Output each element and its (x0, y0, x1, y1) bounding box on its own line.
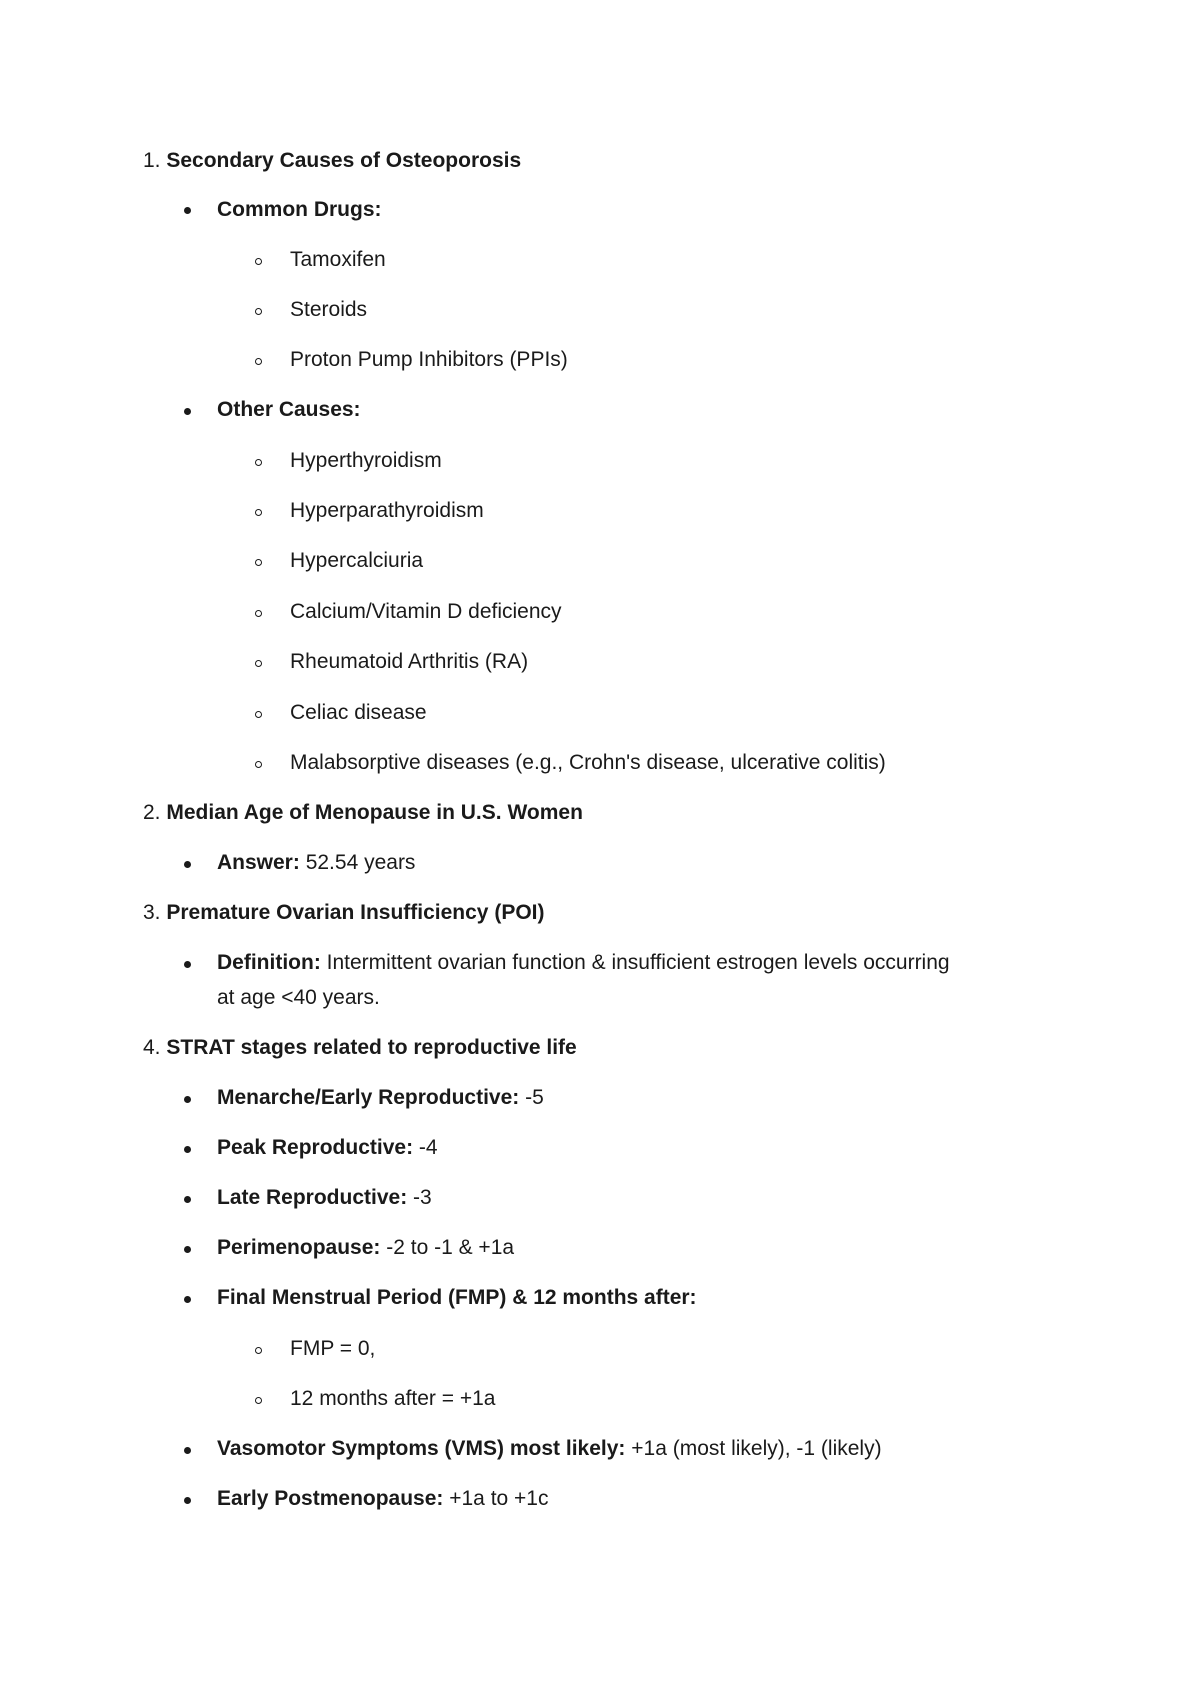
bullet-icon (184, 1296, 191, 1303)
bullet-item (217, 1085, 544, 1111)
bullet-icon (184, 961, 191, 968)
section-title: Secondary Causes of Osteoporosis (166, 149, 522, 172)
section-number: 4. (143, 1036, 161, 1059)
list-item: Hypercalciuria (290, 549, 424, 572)
hollow-bullet-icon (255, 308, 262, 315)
bullet-icon (184, 1246, 191, 1253)
bullet-icon (184, 408, 191, 415)
list-item: FMP = 0, (290, 1337, 376, 1360)
list-item: 12 months after = +1a (290, 1387, 496, 1410)
bullet-icon (184, 1196, 191, 1203)
bullet-item (217, 850, 415, 876)
hollow-bullet-icon (255, 1397, 262, 1404)
hollow-bullet-icon (255, 258, 262, 265)
section-title: Premature Ovarian Insufficiency (POI) (166, 901, 545, 924)
bullet-text-continued: at age <40 years. (217, 986, 380, 1009)
hollow-bullet-icon (255, 660, 262, 667)
list-item: Malabsorptive diseases (e.g., Crohn's disease, ulcerative colitis) (290, 751, 886, 774)
bullet-text: -3 (407, 1186, 432, 1209)
bullet-label: Definition: (217, 951, 321, 974)
hollow-bullet-icon (255, 559, 262, 566)
bullet-label: Late Reproductive: (217, 1186, 408, 1209)
list-item: Celiac disease (290, 701, 427, 724)
list-item: Hyperparathyroidism (290, 499, 484, 522)
bullet-item (217, 1185, 432, 1211)
section-title: Median Age of Menopause in U.S. Women (166, 801, 583, 824)
bullet-icon (184, 1146, 191, 1153)
section-1-heading (143, 148, 521, 174)
bullet-item (217, 1135, 438, 1161)
bullet-icon (184, 207, 191, 214)
list-item: Hyperthyroidism (290, 449, 442, 472)
group-label: Other Causes: (217, 398, 361, 421)
bullet-item (217, 1486, 549, 1512)
bullet-text: -2 to -1 & +1a (380, 1236, 515, 1259)
hollow-bullet-icon (255, 711, 262, 718)
hollow-bullet-icon (255, 761, 262, 768)
section-title: STRAT stages related to reproductive life (166, 1036, 577, 1059)
bullet-item (217, 1235, 514, 1261)
section-number: 3. (143, 901, 161, 924)
bullet-text: -4 (413, 1136, 438, 1159)
section-4-heading (143, 1035, 577, 1061)
bullet-label: Peak Reproductive: (217, 1136, 414, 1159)
bullet-label: Perimenopause: (217, 1236, 381, 1259)
bullet-icon (184, 1447, 191, 1454)
list-item: Proton Pump Inhibitors (PPIs) (290, 348, 568, 371)
list-item: Steroids (290, 298, 368, 321)
bullet-text: Intermittent ovarian function & insufficient estrogen levels occurring (320, 951, 950, 974)
bullet-label: Menarche/Early Reproductive: (217, 1086, 520, 1109)
hollow-bullet-icon (255, 610, 262, 617)
bullet-icon (184, 1096, 191, 1103)
section-number: 2. (143, 801, 161, 824)
section-2-heading (143, 800, 583, 826)
bullet-item (217, 1285, 697, 1311)
bullet-text: +1a (most likely), -1 (likely) (625, 1437, 882, 1460)
bullet-item (217, 950, 950, 976)
bullet-item (217, 1436, 882, 1462)
bullet-label: Answer: (217, 851, 300, 874)
hollow-bullet-icon (255, 358, 262, 365)
section-number: 1. (143, 149, 161, 172)
section-3-heading (143, 900, 544, 926)
bullet-label: Vasomotor Symptoms (VMS) most likely: (217, 1437, 626, 1460)
bullet-text: 52.54 years (299, 851, 416, 874)
bullet-text: +1a to +1c (443, 1487, 549, 1510)
group-label: Common Drugs: (217, 198, 382, 221)
bullet-icon (184, 861, 191, 868)
list-item: Calcium/Vitamin D deficiency (290, 600, 562, 623)
hollow-bullet-icon (255, 459, 262, 466)
list-item: Tamoxifen (290, 248, 386, 271)
list-item: Rheumatoid Arthritis (RA) (290, 650, 529, 673)
bullet-label: Early Postmenopause: (217, 1487, 444, 1510)
hollow-bullet-icon (255, 509, 262, 516)
bullet-text: -5 (519, 1086, 544, 1109)
bullet-label: Final Menstrual Period (FMP) & 12 months after: (217, 1286, 697, 1309)
hollow-bullet-icon (255, 1347, 262, 1354)
bullet-icon (184, 1497, 191, 1504)
